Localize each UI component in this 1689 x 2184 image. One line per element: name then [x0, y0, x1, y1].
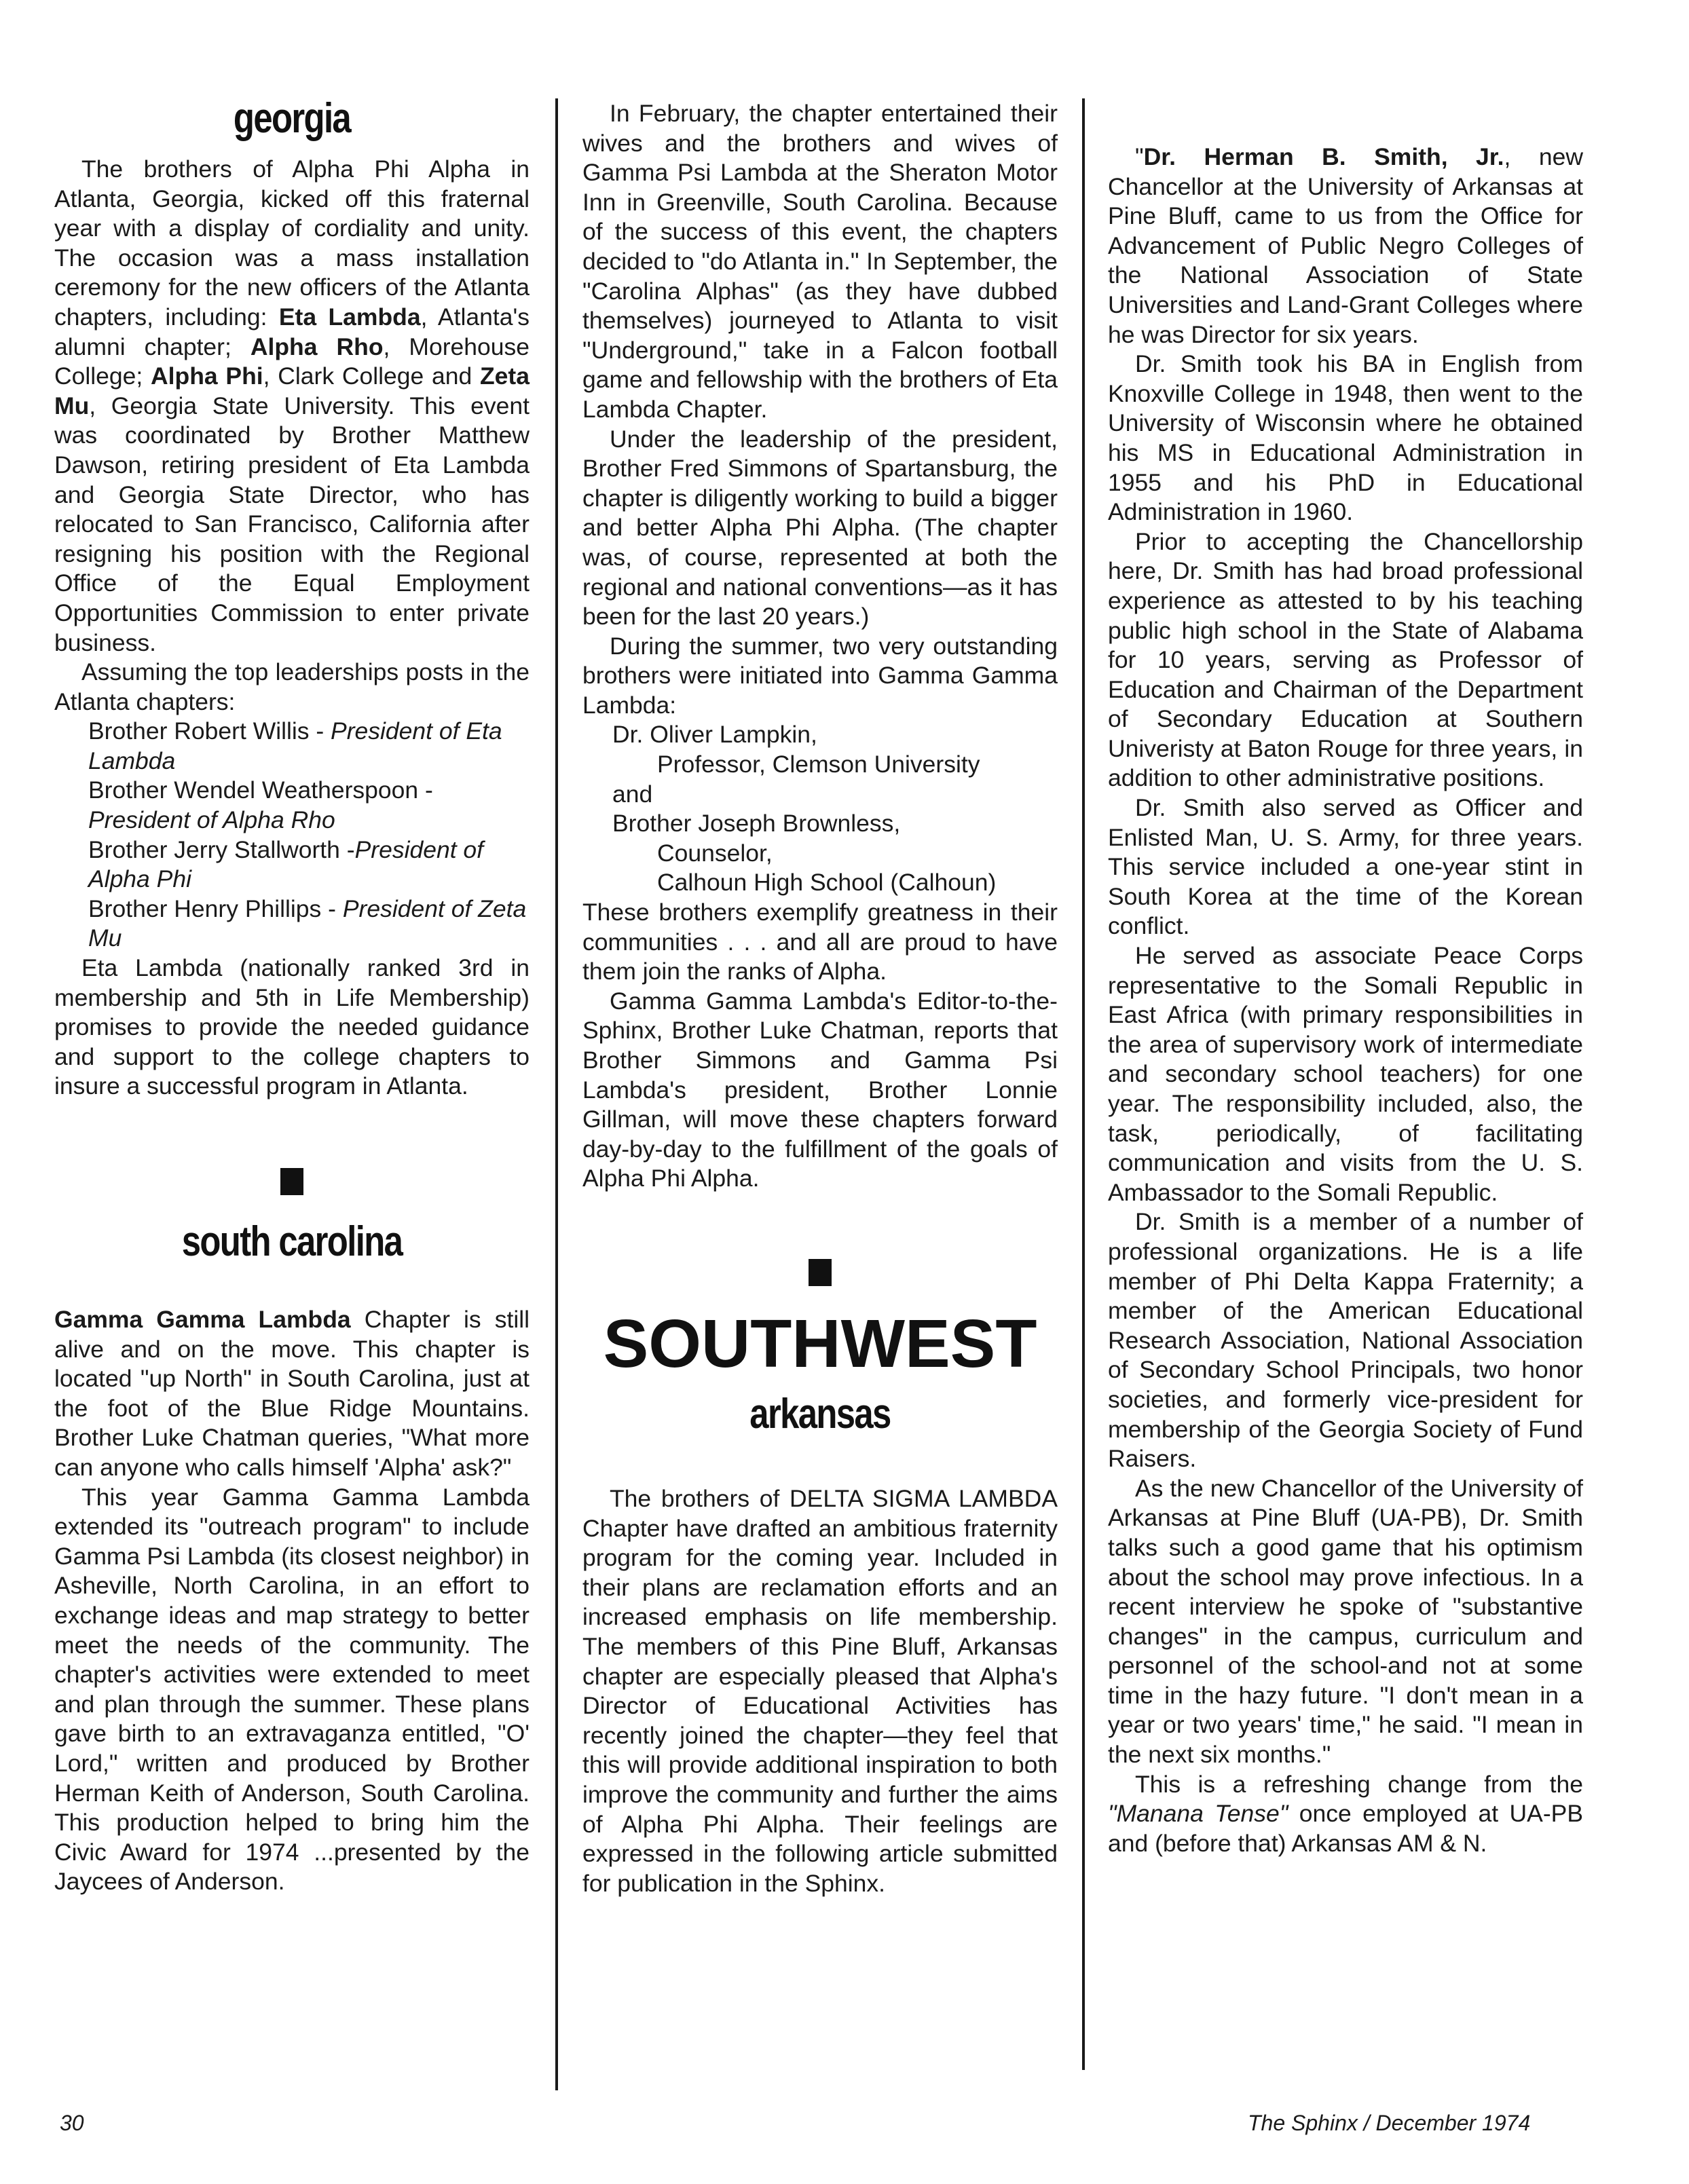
column-middle: [582, 99, 1058, 1898]
sc-paragraph-5: During the summer, two very outstanding brothers were initiated into Gamma Gamma Lambda:: [582, 632, 1058, 719]
column-rule: [1082, 98, 1085, 2070]
south-carolina-paragraph-2: This year Gamma Gamma Lambda extended its "outreach program" to include Gamma Psi Lambda (its closest neighbor) in Asheville, North Carolina, in an effort to exchange ideas and map strategy to better meet the needs of the community. The chapter's activities were extended to meet and plan through the summer. These plans gave birth to an extravaganza entitled, "O' Lord," written and produced by Brother Herman Keith of Anderson, South Carolina. This production helped to bring him the Civic Award for 1974 ...presented by the Jaycees of Anderson.: [54, 1483, 530, 1896]
smith-paragraph-5: He served as associate Peace Corps representative to the Somali Republic in East Africa (with primary responsibilities in the area of supervisory work of intermediate and secondary school teachers) for one year. The responsibility included, also, the task, periodically, of facilitating communication and visits from the U. S. Ambassador to the Somali Republic.: [1108, 942, 1583, 1206]
sc-paragraph-3: In February, the chapter entertained their wives and the brothers and wives of Gamma Psi Lambda at the Sheraton Motor Inn in Greenville, South Carolina. Because of the success of this event, the chapters decided to "do Atlanta in." In September, the "Carolina Alphas" (as they have dubbed themselves) journeyed to Atlanta to visit "Underground," take in a Falcon football game and fellowship with the brothers of Eta Lambda Chapter.: [582, 100, 1058, 423]
officer-item: Brother Robert Willis - President of Eta Lambda: [88, 717, 502, 774]
south-carolina-paragraph-1: Gamma Gamma Lambda Chapter is still alive and on the move. This chapter is located "up North" in South Carolina, just at the foot of the Blue Ridge Mountains. Brother Luke Chatman queries, "What more can anyone who calls himself 'Alpha' ask?": [54, 1306, 530, 1481]
arkansas-paragraph-1: The brothers of DELTA SIGMA LAMBDA Chapter have drafted an ambitious fraternity program for the coming year. Included in their plans are reclamation efforts and an increased emphasis on life membership. The members of this Pine Bluff, Arkansas chapter are especially pleased that Alpha's Director of Educational Activities has recently joined the chapter—they feel that this will provide additional inspiration to both improve the community and further the aims of Alpha Phi Alpha. Their feelings are expressed in the following article submitted for publication in the Sphinx.: [582, 1484, 1058, 1897]
officer-item: Brother Wendel Weatherspoon - President of Alpha Rho: [88, 776, 433, 834]
section-heading-georgia: georgia: [233, 95, 351, 142]
region-heading-southwest: SOUTHWEST: [603, 1305, 1037, 1382]
section-divider-square: [809, 1259, 832, 1286]
publication-line: The Sphinx / December 1974: [1248, 2111, 1531, 2135]
initiate-line: Counselor,: [657, 839, 773, 867]
column-left: [54, 95, 530, 1897]
smith-paragraph-4: Dr. Smith also served as Officer and Enlisted Man, U. S. Army, for three years. This service included a one-year stint in South Korea at the time of the Korean conflict.: [1108, 794, 1583, 940]
section-heading-south-carolina: south carolina: [181, 1218, 403, 1265]
smith-paragraph-3: Prior to accepting the Chancellorship here, Dr. Smith has had broad professional experience as attested to by his teaching public high school in the State of Alabama for 10 years, serving as Professor of Education and Chairman of the Department of Secondary Education at Southern Univeristy at Baton Rouge for three years, in addition to other administrative positions.: [1108, 527, 1583, 792]
section-heading-arkansas: arkansas: [749, 1390, 891, 1437]
smith-paragraph-7: As the new Chancellor of the University of Arkansas at Pine Bluff (UA-PB), Dr. Smith talks such a good game that his optimism about the school may prove infectious. In a recent interview he spoke of "substantive changes" in the campus, curriculum and personnel of the school-and not at some time in the hazy future. "I don't mean in a year or two years' time," he said. "I mean in the next six months.": [1108, 1474, 1583, 1769]
initiate-line: Dr. Oliver Lampkin,: [612, 721, 817, 749]
initiate-line: Calhoun High School (Calhoun): [657, 869, 997, 897]
smith-paragraph-1: "Dr. Herman B. Smith, Jr., new Chancellor at the University of Arkansas at Pine Bluff, came to us from the Office for Advancement of Public Negro Colleges of the National Association of State Universities and Land-Grant Colleges where he was Director for six years.: [1108, 143, 1583, 348]
officer-list: [54, 717, 530, 954]
initiates-list: [582, 720, 1058, 898]
officer-item: Brother Henry Phillips - President of Zeta Mu: [88, 895, 527, 952]
initiate-line: Brother Joseph Brownless,: [612, 810, 901, 837]
column-right: [1108, 143, 1583, 1858]
georgia-paragraph-2: Assuming the top leaderships posts in the Atlanta chapters:: [54, 658, 530, 715]
page-number: 30: [60, 2111, 84, 2135]
initiate-line: Professor, Clemson University: [657, 751, 980, 778]
smith-paragraph-6: Dr. Smith is a member of a number of professional organizations. He is a life member of Phi Delta Kappa Fraternity; a member of the American Educational Research Association, National Association of Secondary School Principals, two honor societies, and formerly vice-president for membership of the Georgia Society of Fund Raisers.: [1108, 1208, 1583, 1473]
section-divider-square: [280, 1168, 303, 1195]
smith-paragraph-8: This is a refreshing change from the "Manana Tense" once employed at UA-PB and (before that) Arkansas AM & N.: [1108, 1770, 1583, 1857]
georgia-paragraph-3: Eta Lambda (nationally ranked 3rd in membership and 5th in Life Membership) promises to provide the needed guidance and support to the college chapters to insure a successful program in Atlanta.: [54, 954, 530, 1100]
sc-paragraph-7: Gamma Gamma Lambda's Editor-to-the-Sphinx, Brother Luke Chatman, reports that Brother Simmons and Gamma Psi Lambda's president, Brother Lonnie Gillman, will move these chapters forward day-by-day to the fulfillment of the goals of Alpha Phi Alpha.: [582, 987, 1058, 1192]
georgia-paragraph-1: The brothers of Alpha Phi Alpha in Atlanta, Georgia, kicked off this fraternal year with a display of cordiality and unity. The occasion was a mass installation ceremony for the new officers of the Atlanta chapters, including: Eta Lambda, Atlanta's alumni chapter; Alpha Rho, Morehouse College; Alpha Phi, Clark College and Zeta Mu, Georgia State University. This event was coordinated by Brother Matthew Dawson, retiring president of Eta Lambda and Georgia State Director, who has relocated to San Francisco, California after resigning his position with the Regional Office of the Equal Employment Opportunities Commission to enter private business.: [54, 155, 530, 656]
officer-item: Brother Jerry Stallworth -President of Alpha Phi: [88, 835, 484, 893]
initiate-line: and: [612, 780, 653, 808]
sc-paragraph-6: These brothers exemplify greatness in their communities . . . and all are proud to have them join the ranks of Alpha.: [582, 899, 1058, 985]
sc-paragraph-4: Under the leadership of the president, Brother Fred Simmons of Spartansburg, the chapter is diligently working to build a bigger and better Alpha Phi Alpha. (The chapter was, of course, represented at both the regional and national conventions—as it has been for the last 20 years.): [582, 425, 1058, 630]
smith-paragraph-2: Dr. Smith took his BA in English from Knoxville College in 1948, then went to the University of Wisconsin where he obtained his MS in Educational Administration in 1955 and his PhD in Educational Administration in 1960.: [1108, 350, 1583, 526]
column-rule: [555, 98, 558, 2090]
